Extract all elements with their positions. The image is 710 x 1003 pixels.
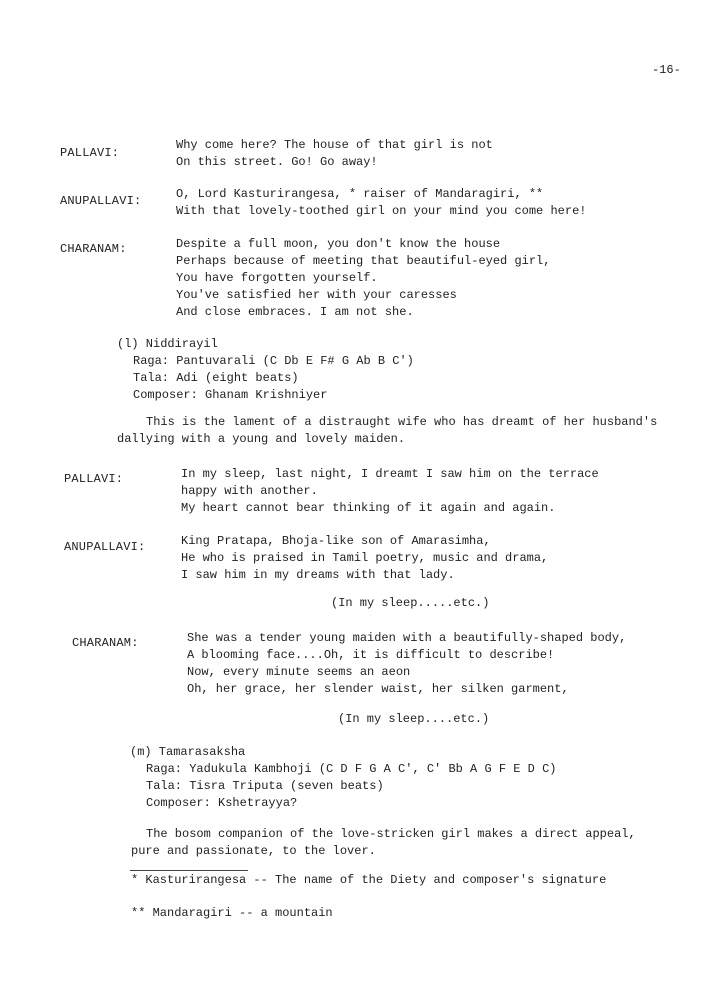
anupallavi-line: He who is praised in Tamil poetry, music and drama,	[181, 551, 549, 565]
pallavi-line: happy with another.	[181, 484, 318, 498]
song-description: dallying with a young and lovely maiden.	[117, 432, 406, 446]
song-tala: Tala: Adi (eight beats)	[133, 371, 299, 385]
anupallavi-line: King Pratapa, Bhoja-like son of Amarasimha,	[181, 534, 491, 548]
song-raga: Raga: Yadukula Kambhoji (C D F G A C', C' Bb A G F E D C)	[146, 762, 557, 776]
pallavi-line: On this street. Go! Go away!	[176, 155, 378, 169]
anupallavi-line: With that lovely-toothed girl on your mind you come here!	[176, 204, 587, 218]
charanam-line: And close embraces. I am not she.	[176, 305, 414, 319]
charanam-label: CHARANAM:	[60, 242, 127, 256]
refrain: (In my sleep.....etc.)	[331, 596, 490, 610]
song-tala: Tala: Tisra Triputa (seven beats)	[146, 779, 384, 793]
song-description: The bosom companion of the love-stricken girl makes a direct appeal,	[146, 827, 636, 841]
charanam-line: Despite a full moon, you don't know the house	[176, 237, 501, 251]
pallavi-line: My heart cannot bear thinking of it again and again.	[181, 501, 556, 515]
page-number: -16-	[652, 63, 681, 77]
song-title: (m) Tamarasaksha	[130, 745, 246, 759]
charanam-line: Perhaps because of meeting that beautiful-eyed girl,	[176, 254, 551, 268]
charanam-line: A blooming face....Oh, it is difficult to describe!	[187, 648, 555, 662]
song-title: (l) Niddirayil	[117, 337, 218, 351]
charanam-line: Oh, her grace, her slender waist, her silken garment,	[187, 682, 569, 696]
charanam-line: You've satisfied her with your caresses	[176, 288, 457, 302]
anupallavi-line: O, Lord Kasturirangesa, * raiser of Mandaragiri, **	[176, 187, 544, 201]
pallavi-label: PALLAVI:	[64, 472, 124, 486]
song-raga: Raga: Pantuvarali (C Db E F# G Ab B C')	[133, 354, 414, 368]
anupallavi-label: ANUPALLAVI:	[64, 540, 146, 554]
anupallavi-label: ANUPALLAVI:	[60, 194, 142, 208]
footnote-rule	[130, 870, 248, 871]
charanam-line: She was a tender young maiden with a beautifully-shaped body,	[187, 631, 627, 645]
pallavi-line: In my sleep, last night, I dreamt I saw him on the terrace	[181, 467, 599, 481]
footnote: ** Mandaragiri -- a mountain	[131, 906, 333, 920]
footnote: * Kasturirangesa -- The name of the Diety and composer's signature	[131, 873, 607, 887]
charanam-label: CHARANAM:	[72, 636, 139, 650]
song-description: This is the lament of a distraught wife who has dreamt of her husband's	[146, 415, 658, 429]
song-composer: Composer: Ghanam Krishniyer	[133, 388, 328, 402]
song-composer: Composer: Kshetrayya?	[146, 796, 298, 810]
refrain: (In my sleep....etc.)	[338, 712, 490, 726]
anupallavi-line: I saw him in my dreams with that lady.	[181, 568, 455, 582]
pallavi-label: PALLAVI:	[60, 146, 120, 160]
pallavi-line: Why come here? The house of that girl is not	[176, 138, 493, 152]
song-description: pure and passionate, to the lover.	[131, 844, 376, 858]
charanam-line: You have forgotten yourself.	[176, 271, 378, 285]
charanam-line: Now, every minute seems an aeon	[187, 665, 411, 679]
